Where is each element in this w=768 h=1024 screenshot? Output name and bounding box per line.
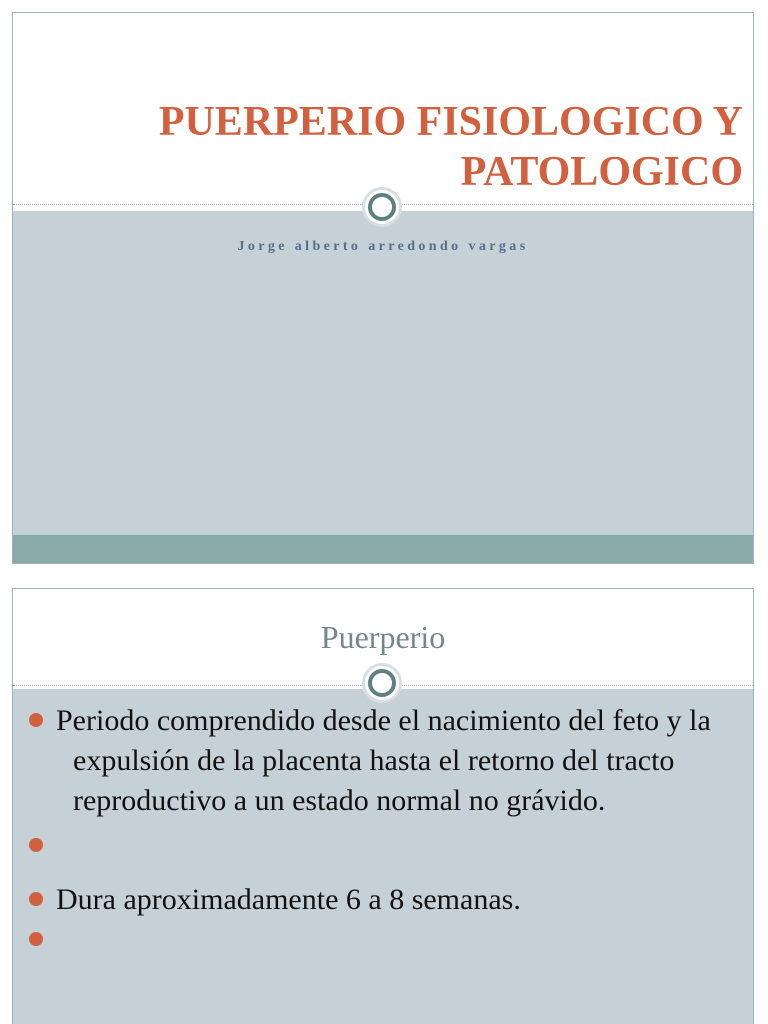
ring-ornament-icon — [362, 187, 402, 227]
title-line-1: PUERPERIO FISIOLOGICO Y — [158, 99, 743, 145]
bullet-dot-icon — [29, 838, 43, 852]
slide-body-band — [13, 211, 753, 535]
bullet-dot-icon — [29, 932, 43, 946]
bullet-dot-icon — [29, 713, 43, 727]
list-item — [29, 880, 749, 920]
slide-title — [12, 12, 754, 564]
list-item — [29, 920, 749, 960]
ring-ornament-icon — [362, 663, 402, 703]
bullet-dot-icon — [29, 892, 43, 906]
slide-title-text — [63, 97, 743, 197]
bullet-text: Periodo comprendido desde el nacimiento del feto y la expulsión de la placenta hasta el retorno del tracto reproductivo a un estado normal no grávido. — [56, 704, 711, 817]
list-item — [29, 826, 749, 866]
author-subtitle: Jorge alberto arredondo vargas — [237, 239, 529, 254]
bullet-list — [29, 701, 749, 960]
title-line-2: PATOLOGICO — [460, 149, 743, 195]
slide-content — [12, 588, 754, 1024]
slide-heading: Puerperio — [320, 619, 446, 655]
slide-footer-band — [13, 535, 753, 563]
bullet-text: Dura aproximadamente 6 a 8 semanas. — [56, 883, 521, 916]
list-item — [29, 701, 749, 821]
